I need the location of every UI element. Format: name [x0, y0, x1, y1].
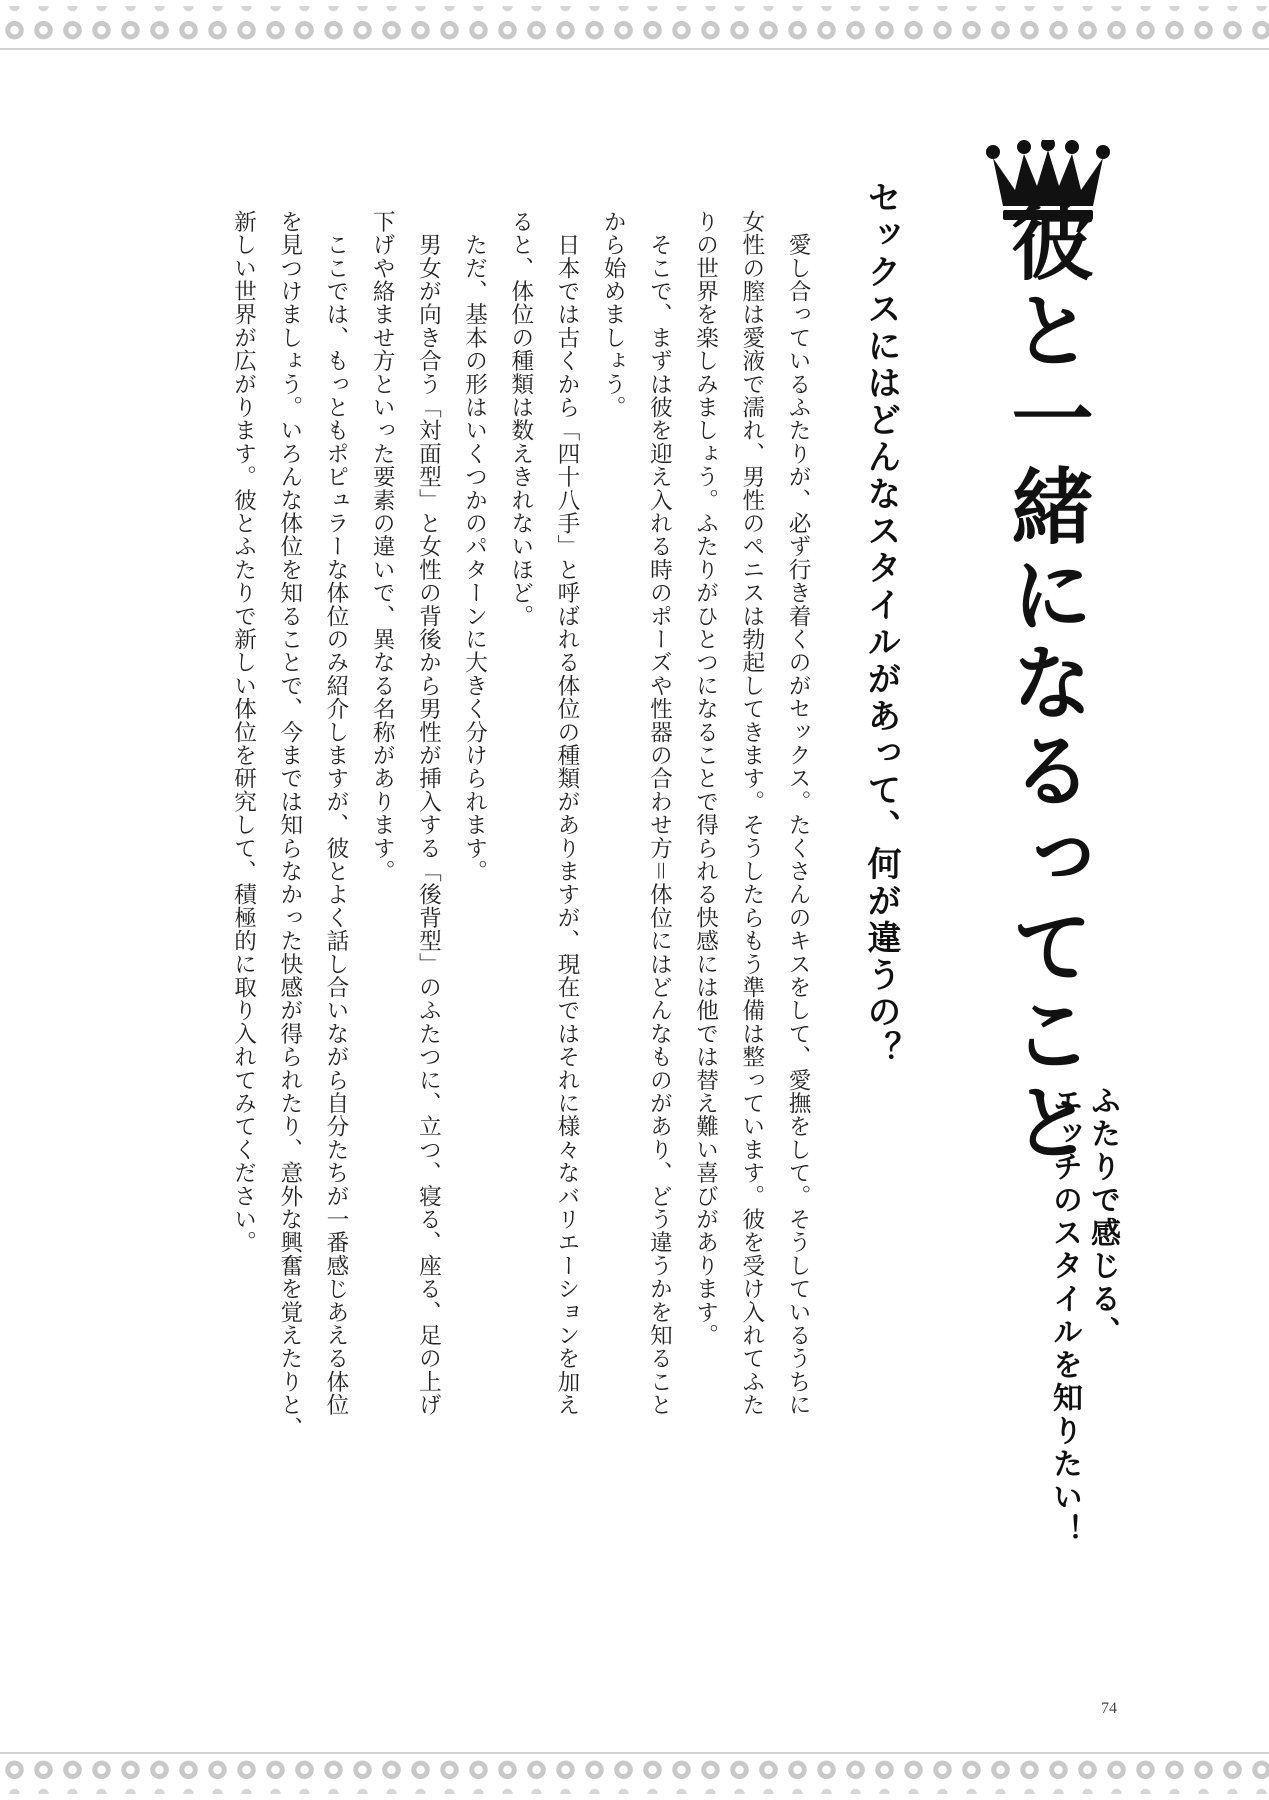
lace-border-top — [0, 6, 1269, 50]
lace-border-top-line — [0, 48, 1269, 50]
subtitle-line: エッチのスタイルを知りたい！ — [1047, 1085, 1082, 1547]
body-line: 愛し合っているふたりが、必ず行き着くのがセックス。たくさんのキスをして、愛撫をして。そうしているうちに — [785, 210, 811, 1417]
lace-border-bottom — [0, 1750, 1269, 1794]
body-line: 女性の膣は愛液で濡れ、男性のペニスは勃起してきます。そうしたらもう準備は整っています。彼を受け入れてふた — [738, 210, 765, 1417]
body-line: 下げや絡ませ方といった要素の違いで、異なる名称があります。 — [369, 210, 396, 883]
body-line: ただ、基本の形はいくつかのパターンに大きく分けられます。 — [461, 210, 488, 883]
page-title: 彼と一緒になるってこと — [998, 200, 1094, 1168]
body-line: 男女が向き合う「対面型」と女性の背後から男性が挿入する「後背型」のふたつに、立つ、寝る、座る、足の上げ — [415, 210, 442, 1417]
body-line: 日本では古くから「四十八手」と呼ばれる体位の種類がありますが、現在ではそれに様々なバリエーションを加え — [553, 210, 580, 1417]
body-line: 新しい世界が広がります。彼とふたりで新しい体位を研究して、積極的に取り入れてみてください。 — [230, 210, 257, 1254]
body-text — [220, 210, 821, 1440]
body-line: ると、体位の種類は数えきれないほど。 — [507, 210, 534, 628]
page-number: 74 — [1101, 1700, 1117, 1717]
body-line: を見つけましょう。いろんな体位を知ることで、今までは知らなかった快感が得られたり、意外な興奮を覚えたりと、 — [276, 210, 303, 1440]
body-line: りの世界を楽しみましょう。ふたりがひとつになることで得られる快感には他では替え難い喜びがあります。 — [692, 210, 719, 1347]
section-heading: セックスにはどんなスタイルがあって、何が違うの？ — [861, 180, 901, 1068]
body-line: ここでは、もっともポピュラーな体位のみ紹介しますが、彼とよく話し合いながら自分たちが一番感じあえる体位 — [322, 210, 349, 1417]
body-line: そこで、まずは彼を迎え入れる時のポーズや性器の合わせ方＝体位にはどんなものがあり、どう違うかを知ること — [646, 210, 673, 1417]
body-line: から始めましょう。 — [600, 210, 627, 419]
subtitle-line: ふたりで感じる、 — [1085, 1085, 1120, 1349]
page-subtitle — [1045, 1085, 1121, 1547]
